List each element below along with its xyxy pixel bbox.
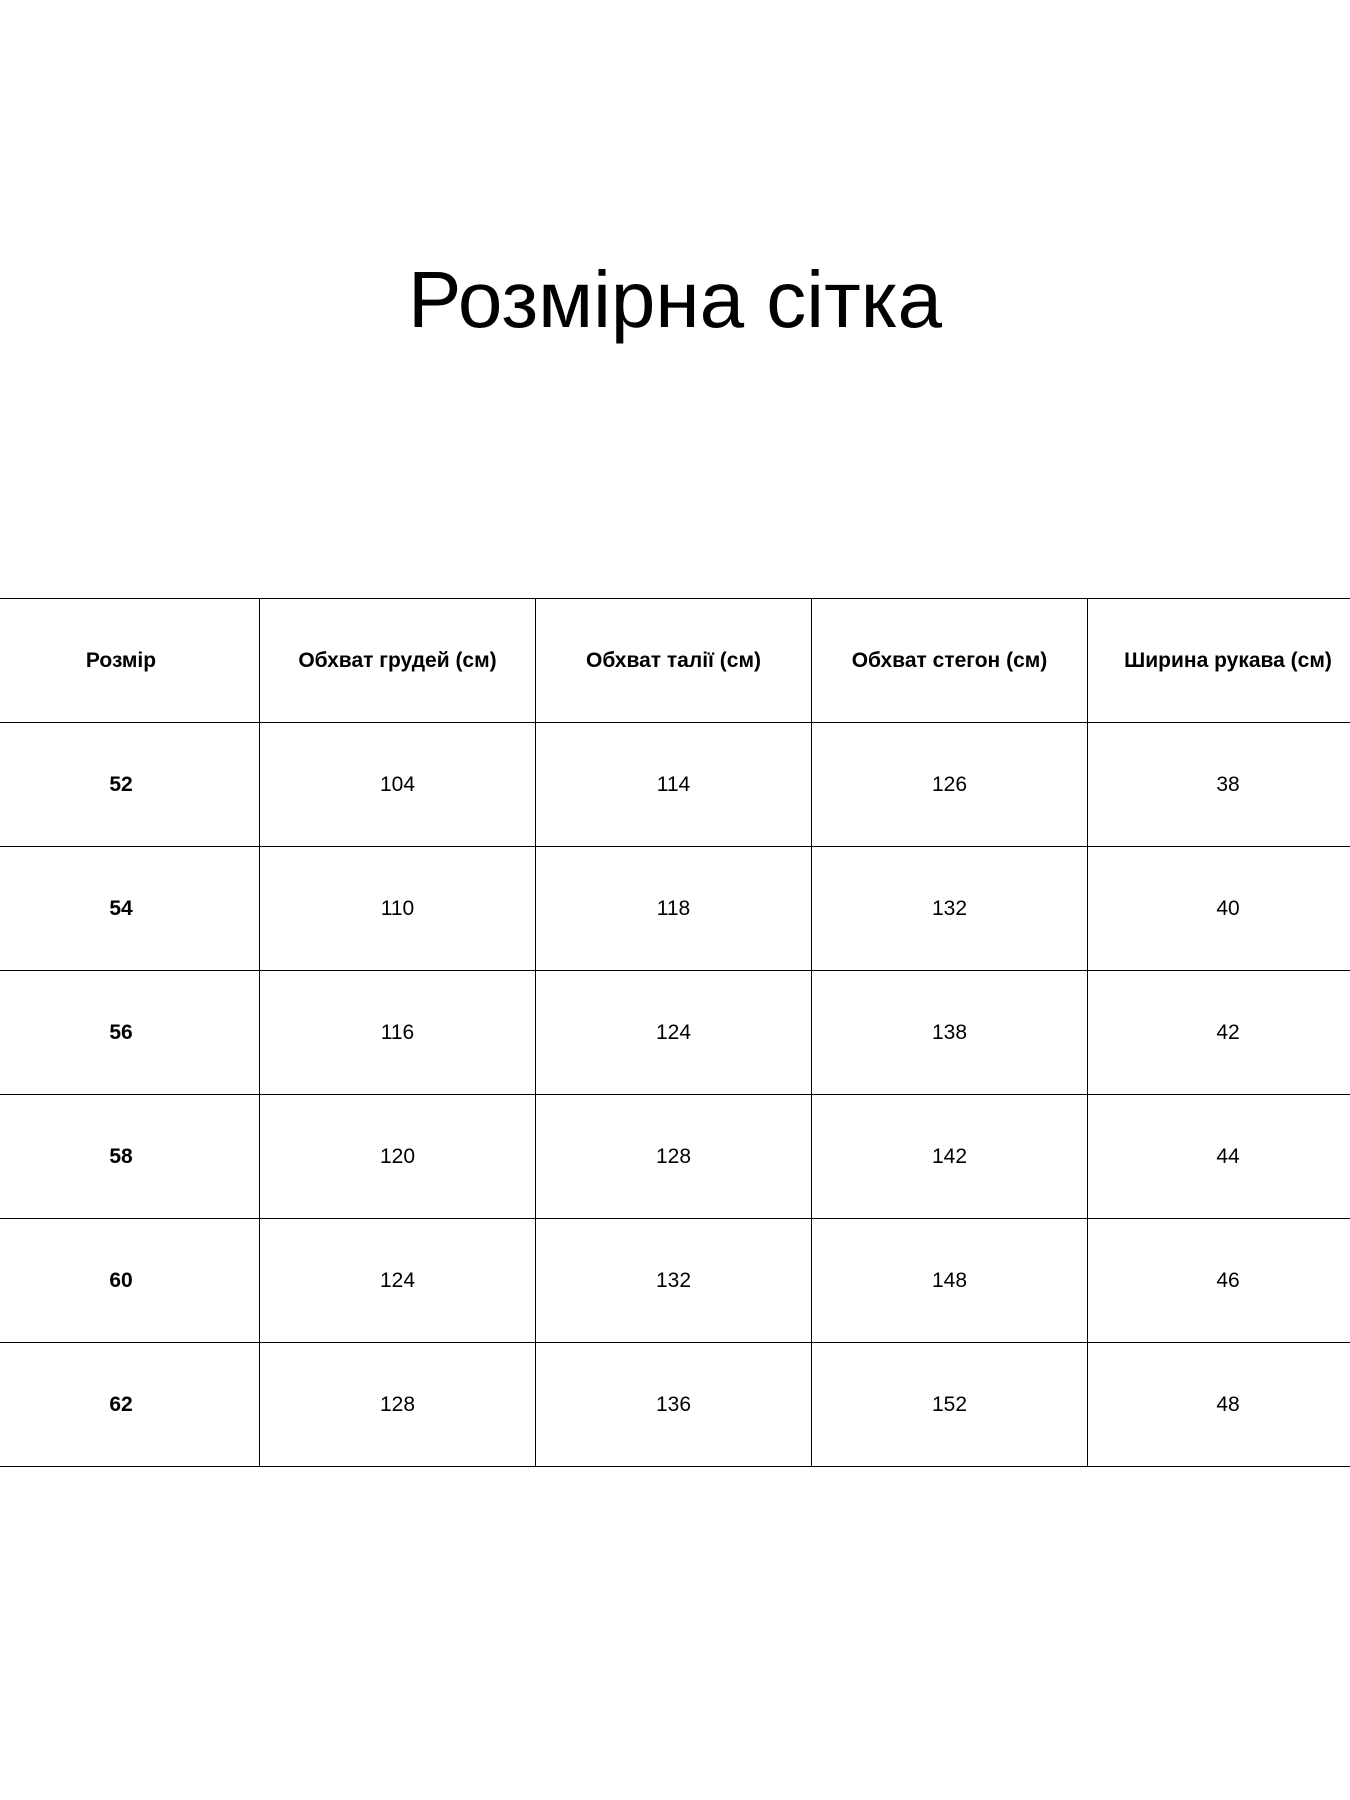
- chest-value: 104: [260, 723, 536, 847]
- table-row: [0, 723, 1350, 847]
- size-value: 60: [0, 1219, 260, 1343]
- sleeve-value: 48: [1088, 1343, 1350, 1467]
- waist-value: 128: [536, 1095, 812, 1219]
- waist-value: 132: [536, 1219, 812, 1343]
- table-body: [0, 723, 1350, 1467]
- page-title: Розмірна сітка: [408, 255, 942, 344]
- sleeve-value: 38: [1088, 723, 1350, 847]
- header-size: Розмір: [0, 599, 260, 723]
- size-chart-table: [0, 598, 1350, 1467]
- hips-value: 126: [812, 723, 1088, 847]
- sleeve-value: 46: [1088, 1219, 1350, 1343]
- table-row: [0, 1095, 1350, 1219]
- hips-value: 138: [812, 971, 1088, 1095]
- table-header: [0, 599, 1350, 723]
- size-value: 52: [0, 723, 260, 847]
- chest-value: 124: [260, 1219, 536, 1343]
- table-row: [0, 971, 1350, 1095]
- hips-value: 132: [812, 847, 1088, 971]
- table-row: [0, 1343, 1350, 1467]
- hips-value: 152: [812, 1343, 1088, 1467]
- hips-value: 148: [812, 1219, 1088, 1343]
- chest-value: 116: [260, 971, 536, 1095]
- table-row: [0, 1219, 1350, 1343]
- chest-value: 128: [260, 1343, 536, 1467]
- header-row: [0, 599, 1350, 723]
- waist-value: 114: [536, 723, 812, 847]
- waist-value: 124: [536, 971, 812, 1095]
- size-value: 54: [0, 847, 260, 971]
- header-chest: Обхват грудей (см): [260, 599, 536, 723]
- chest-value: 110: [260, 847, 536, 971]
- size-value: 62: [0, 1343, 260, 1467]
- waist-value: 136: [536, 1343, 812, 1467]
- header-waist: Обхват талії (см): [536, 599, 812, 723]
- chest-value: 120: [260, 1095, 536, 1219]
- sleeve-value: 40: [1088, 847, 1350, 971]
- header-sleeve: Ширина рукава (см): [1088, 599, 1350, 723]
- table-row: [0, 847, 1350, 971]
- waist-value: 118: [536, 847, 812, 971]
- size-value: 56: [0, 971, 260, 1095]
- sleeve-value: 42: [1088, 971, 1350, 1095]
- header-hips: Обхват стегон (см): [812, 599, 1088, 723]
- sleeve-value: 44: [1088, 1095, 1350, 1219]
- size-value: 58: [0, 1095, 260, 1219]
- hips-value: 142: [812, 1095, 1088, 1219]
